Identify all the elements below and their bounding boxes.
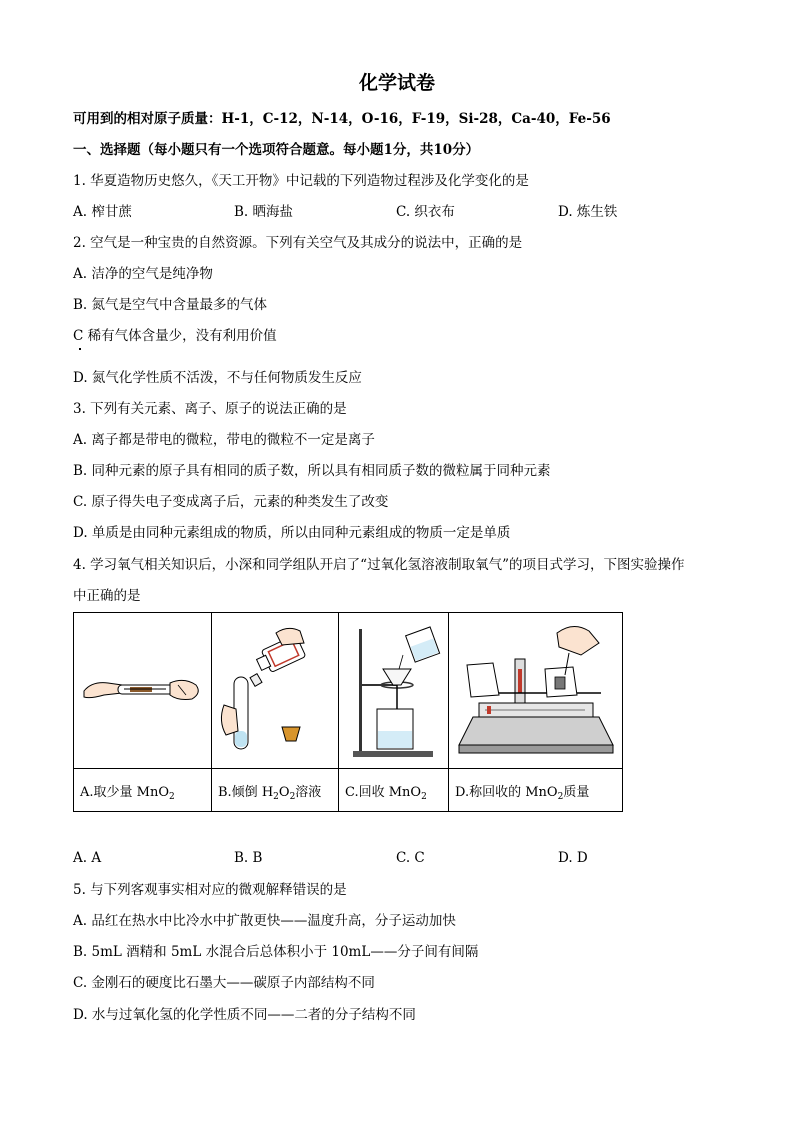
q1-option-c: C. 织衣布 (396, 204, 455, 220)
question-4-stem-line1: 4. 学习氧气相关知识后，小深和同学组队开启了“过氧化氢溶液制取氧气”的项目式学习，下图实验操作 (73, 557, 685, 573)
q1-option-d: D. 炼生铁 (558, 204, 618, 220)
filtration-setup-illustration (339, 613, 448, 768)
question-3-stem: 3. 下列有关元素、离子、原子的说法正确的是 (73, 401, 347, 417)
page-title: 化学试卷 (358, 72, 435, 94)
q2-option-c: C 稀有气体含量少，没有利用价值 (73, 328, 277, 344)
spatula-test-tube-illustration (74, 613, 211, 768)
q2-option-d: D. 氮气化学性质不活泼，不与任何物质发生反应 (73, 370, 362, 386)
q1-option-b: B. 晒海盐 (234, 204, 294, 220)
section-heading: 一、选择题（每小题只有一个选项符合题意。每小题1分，共10分） (73, 142, 480, 158)
q5-option-b: B. 5mL 酒精和 5mL 水混合后总体积小于 10mL——分子间有间隔 (73, 944, 479, 960)
question-2-stem: 2. 空气是一种宝贵的自然资源。下列有关空气及其成分的说法中，正确的是 (73, 235, 523, 251)
balance-weighing-illustration (449, 613, 622, 768)
caption-c: C.回收 MnO$_2$ (339, 769, 449, 812)
q5-option-d: D. 水与过氧化氢的化学性质不同——二者的分子结构不同 (73, 1007, 416, 1023)
q4-option-d: D. D (558, 850, 588, 866)
q4-option-c: C. C (396, 850, 425, 866)
q3-option-b: B. 同种元素的原子具有相同的质子数，所以具有相同质子数的微粒属于同种元素 (73, 463, 551, 479)
figure-c-cell (339, 613, 449, 769)
q2-option-b: B. 氮气是空气中含量最多的气体 (73, 297, 268, 313)
q3-option-a: A. 离子都是带电的微粒，带电的微粒不一定是离子 (73, 432, 375, 448)
q4-option-b: B. B (234, 850, 263, 866)
pouring-liquid-illustration (212, 613, 338, 768)
caption-b: B.倾倒 $H_2O_2$溶液 (212, 769, 339, 812)
question-4-stem-line2: 中正确的是 (73, 588, 141, 604)
figure-b-cell (212, 613, 339, 769)
figure-a-cell (74, 613, 212, 769)
stray-dot (79, 348, 81, 350)
question-5-stem: 5. 与下列客观事实相对应的微观解释错误的是 (73, 882, 347, 898)
q4-option-a: A. A (73, 850, 102, 866)
figure-d-cell (449, 613, 623, 769)
question-1-stem: 1. 华夏造物历史悠久，《天工开物》中记载的下列造物过程涉及化学变化的是 (73, 173, 529, 189)
caption-a: A.取少量 MnO$_2$ (74, 769, 212, 812)
q3-option-d: D. 单质是由同种元素组成的物质，所以由同种元素组成的物质一定是单质 (73, 525, 511, 541)
atomic-masses-line: 可用到的相对原子质量：H-1，C-12，N-14，O-16，F-19，Si-28，Ca-40，Fe-56 (73, 111, 611, 127)
q2-option-a: A. 洁净的空气是纯净物 (73, 266, 213, 282)
q5-option-c: C. 金刚石的硬度比石墨大——碳原子内部结构不同 (73, 975, 375, 991)
q5-option-a: A. 品红在热水中比冷水中扩散更快——温度升高，分子运动加快 (73, 913, 456, 929)
experiment-figure-table (73, 612, 623, 812)
q3-option-c: C. 原子得失电子变成离子后，元素的种类发生了改变 (73, 494, 389, 510)
caption-d: D.称回收的 MnO$_2$质量 (449, 769, 623, 812)
q1-option-a: A. 榨甘蔗 (73, 204, 132, 220)
